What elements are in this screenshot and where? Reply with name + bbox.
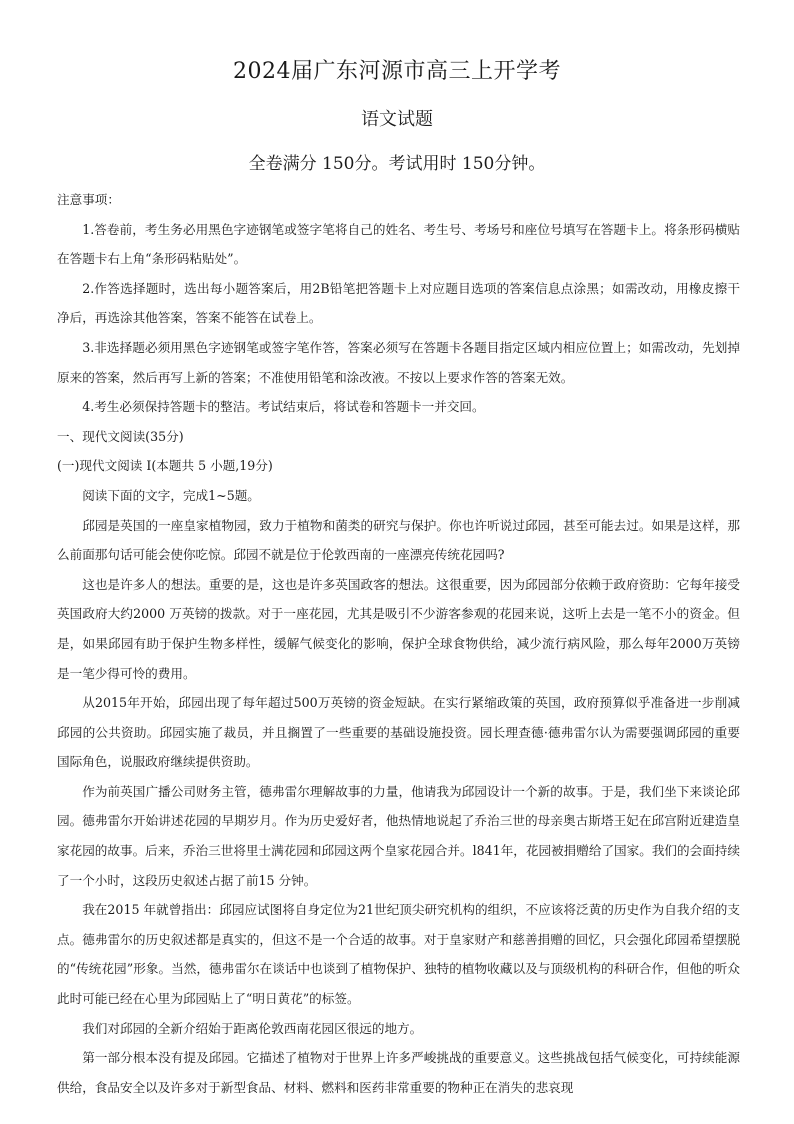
passage-paragraph: 这也是许多人的想法。重要的是，这也是许多英国政客的想法。这很重要，因为邱园部分依赖于政府资助：它每年接受英国政府大约2000 万英镑的拨款。对于一座花园，尤其是吸引不少游客参观的花园来说，这听上去是一笔不小的资金。但是，如果邱园有助于保护生物多样性，缓解气候变化的影响，保护全球食物供给，减少流行病风险，那么每年2000万英镑是一笔少得可怜的费用。: [57, 576, 740, 681]
exam-meta: 全卷满分 150分。考试用时 150分钟。: [248, 154, 546, 174]
passage-paragraph: 第一部分根本没有提及邱园。它描述了植物对于世界上许多严峻挑战的重要意义。这些挑战包括气候变化，可持续能源供给，食品安全以及许多对于新型食品、材料、燃料和医药非常重要的物种正在消失的悲哀现: [57, 1050, 740, 1095]
exam-subtitle: 语文试题: [361, 109, 433, 130]
passage-paragraph: 我在2015 年就曾指出：邱园应试图将自身定位为21世纪顶尖研究机构的组织，不应该将泛黄的历史作为自我介绍的支点。德弗雷尔的历史叙述都是真实的，但这不是一个合适的故事。对于皇家财产和慈善捐赠的回忆，只会强化邱园希望摆脱的“传统花园”形象。当然，德弗雷尔在谈话中也谈到了植物保护、独特的植物收藏以及与顶级机构的科研合作，但他的听众此时可能已经在心里为邱园贴上了“明日黄花”的标签。: [57, 902, 740, 1007]
exam-title: 2024届广东河源市高三上开学考: [233, 59, 561, 84]
section-instruction: 阅读下面的文字，完成1~5题。: [82, 487, 260, 503]
passage-paragraph: 我们对邱园的全新介绍始于距离伦敦西南花园区很远的地方。: [82, 1020, 423, 1036]
passage-paragraph: 邱园是英国的一座皇家植物园，致力于植物和菌类的研究与保护。你也许听说过邱园，甚至可能去过。如果是这样，那么前面那句话可能会使你吃惊。邱园不就是位于伦敦西南的一座漂亮传统花园吗?: [57, 517, 740, 563]
passage-paragraph: 作为前英国广播公司财务主管，德弗雷尔理解故事的力量，他请我为邱园设计一个新的故事。于是，我们坐下来谈论邱园。德弗雷尔开始讲述花园的早期岁月。作为历史爱好者，他热情地说起了乔治三世的母亲奥古斯塔王妃在邱宫附近建造皇家花园的故事。后来，乔治三世将里士满花园和邱园这两个皇家花园合并。l841年，花园被捐赠给了国家。我们的会面持续了一个小时，这段历史叙述占据了前15 分钟。: [57, 783, 740, 888]
note-item: 3.非选择题必须用黑色字迹钢笔或签字笔作答，答案必须写在答题卡各题目指定区域内相应位置上；如需改动，先划掉原来的答案，然后再写上新的答案；不准使用铅笔和涂改液。不按以上要求作答的答案无效。: [57, 339, 740, 385]
exam-body: [57, 185, 740, 1102]
section-heading: 一、现代文阅读(35分): [57, 428, 184, 444]
note-item: 1.答卷前，考生务必用黑色字迹钢笔或签字笔将自己的姓名、考生号、考场号和座位号填写在答题卡上。将条形码横贴在答题卡右上角“条形码粘贴处”。: [57, 221, 740, 267]
note-item: 2.作答选择题时，选出每小题答案后，用2B铅笔把答题卡上对应题目选项的答案信息点涂黑；如需改动，用橡皮擦干净后，再选涂其他答案，答案不能答在试卷上。: [57, 280, 740, 326]
passage-paragraph: 从2015年开始，邱园出现了每年超过500万英镑的资金短缺。在实行紧缩政策的英国，政府预算似乎准备进一步削减邱园的公共资助。邱园实施了裁员，并且搁置了一些重要的基础设施投资。园长理查德·德弗雷尔认为需要强调邱园的重要国际角色，说服政府继续提供资助。: [57, 695, 740, 770]
section-subheading: (一)现代文阅读 I(本题共 5 小题,19分): [57, 458, 273, 474]
notes-heading: 注意事项：: [57, 192, 120, 207]
note-item: 4.考生必须保持答题卡的整洁。考试结束后，将试卷和答题卡一并交回。: [82, 399, 485, 415]
